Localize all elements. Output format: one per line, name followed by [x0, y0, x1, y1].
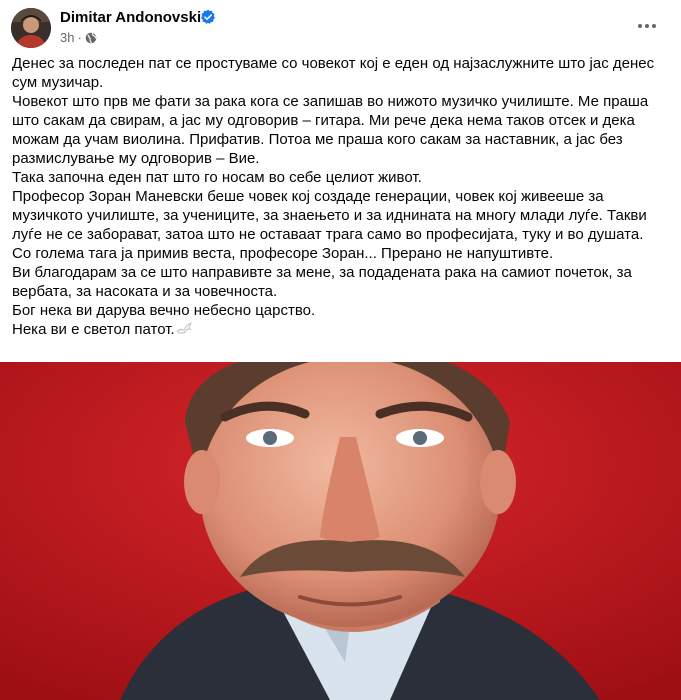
post-paragraph: Денес за последен пат се простуваме со човекот кој е еден од најзаслужните што јас денес сум музичар.: [12, 55, 655, 91]
post-paragraph: Ви благодарам за се што направивте за мене, за подадената рака на самиот почеток, за вербата, за насоката и за човечноста.: [12, 264, 632, 300]
globe-icon[interactable]: [85, 32, 97, 44]
post-photo[interactable]: [0, 362, 681, 700]
verified-badge-icon: [200, 9, 216, 25]
author-name[interactable]: Dimitar Andonovski: [60, 9, 202, 26]
post-paragraph-last: [12, 320, 662, 339]
meta-separator: ·: [77, 30, 82, 45]
post-paragraph: Нека ви е светол патот.: [12, 321, 175, 338]
post-paragraph: Со голема тага ја примив веста, професоре Зоран... Прерано не напуштивте.: [12, 245, 554, 262]
post-text: [12, 54, 662, 339]
post-time[interactable]: 3h: [60, 30, 75, 45]
dove-icon: [176, 322, 192, 336]
post-header: [0, 0, 681, 52]
post-paragraph: Човекот што прв ме фати за рака кога се запишав во нижото музичко училиште. Ме праша што сакам да свирам, а јас му одговорив – гитара. Ми рече дека нема таков отсек и дека можам да учам виолина. Прифатив. Потоа ме праша кого сакам за наставник, а јас без размислување му одговорив – Вие.: [12, 93, 649, 167]
post-paragraph: Така започна еден пат што го носам во себе целиот живот.: [12, 169, 422, 186]
post-paragraph: Бог нека ви дарува вечно небесно царство.: [12, 302, 316, 319]
post-meta: [60, 30, 97, 45]
post-paragraph: Професор Зоран Маневски беше човек кој создаде генерации, човек кој живееше за музичкото училиште, за учениците, за знаењето и за иднината на многу млади луѓе. Такви луѓе не се заборават, затоа што не оставаат трага само во професијата, туку и во душата.: [12, 188, 647, 243]
more-options-icon: [637, 23, 657, 29]
avatar[interactable]: [11, 8, 51, 48]
portrait-image: [0, 362, 681, 700]
more-options-button[interactable]: [635, 14, 659, 38]
